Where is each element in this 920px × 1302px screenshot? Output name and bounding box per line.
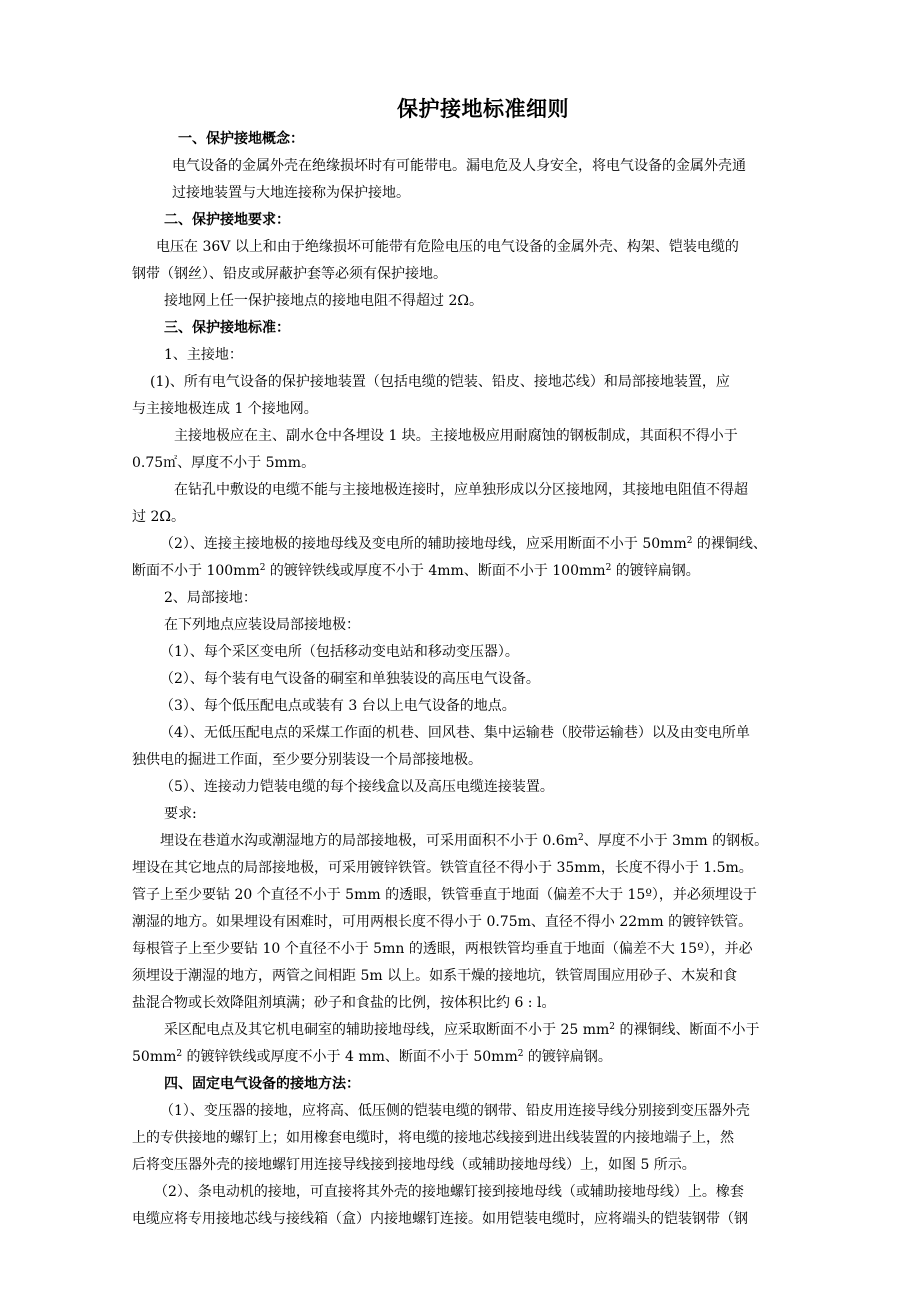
paragraph-line: 后将变压器外壳的接地螺钉用连接导线接到接地母线（或辅助接地母线）上，如图 5 所示。 bbox=[132, 1157, 696, 1173]
paragraph-line: $50mm^2$ 的镀锌铁线或厚度不小于 4 mm、断面不小于 $50mm^2$ 的镀锌扁钢。 bbox=[132, 1049, 612, 1065]
heading-standards: 三、保护接地标准： bbox=[164, 320, 290, 336]
paragraph-line: 断面不小于 $100mm^2$ 的镀锌铁线或厚度不小于 4mm、断面不小于 $100mm^2$ 的镀锌扁钢。 bbox=[132, 563, 700, 579]
paragraph-line: 埋设在巷道水沟或潮湿地方的局部接地极，可采用面积不小于 $0.6m^2$、厚度不小于 3mm 的钢板。 bbox=[160, 833, 769, 849]
paragraph-line: 与主接地极连成 1 个接地网。 bbox=[132, 401, 318, 417]
paragraph-line: 上的专供接地的螺钉上；如用橡套电缆时，将电缆的接地芯线接到进出线装置的内接地端子上，然 bbox=[132, 1130, 734, 1146]
subheading-main-grounding: 1、主接地： bbox=[164, 347, 243, 363]
paragraph-line: 过 2Ω。 bbox=[132, 509, 185, 525]
list-item: （5）、连接动力铠装电缆的每个接线盒以及高压电缆连接装置。 bbox=[160, 779, 554, 795]
paragraph-line: 潮湿的地方。如果埋设有困难时，可用两根长度不得小于 0.75m、直径不得小 22mm 的镀锌铁管。 bbox=[132, 914, 753, 930]
paragraph-line: 电气设备的金属外壳在绝缘损坏时有可能带电。漏电危及人身安全，将电气设备的金属外壳通 bbox=[172, 158, 746, 174]
subheading-requirements: 要求: bbox=[164, 806, 197, 822]
paragraph-line: 接地网上任一保护接地点的接地电阻不得超过 2Ω。 bbox=[164, 293, 483, 309]
list-item: （3）、每个低压配电点或装有 3 台以上电气设备的地点。 bbox=[160, 698, 516, 714]
paragraph-line: 盐混合物或长效降阻剂填满；砂子和食盐的比例，按体积比约 6 : l。 bbox=[132, 995, 556, 1011]
paragraph-line: 在下列地点应装设局部接地极： bbox=[164, 617, 360, 633]
paragraph-line: 采区配电点及其它机电硐室的辅助接地母线，应采取断面不小于 25 $mm^2$ 的裸铜线、断面不小于 bbox=[164, 1022, 760, 1038]
paragraph-line: （2）、条电动机的接地，可直接将其外壳的接地螺钉接到接地母线（或辅助接地母线）上。橡套 bbox=[154, 1184, 744, 1200]
paragraph-line: 电缆应将专用接地芯线与接线箱（盒）内接地螺钉连接。如用铠装电缆时，应将端头的铠装钢带（钢 bbox=[132, 1211, 748, 1227]
document-title: 保护接地标准细则 bbox=[397, 97, 569, 121]
paragraph-line: 埋设在其它地点的局部接地极，可采用镀锌铁管。铁管直径不得小于 35mm，长度不得小于 1.5m。 bbox=[132, 860, 753, 876]
paragraph-line: (1)、所有电气设备的保护接地装置（包括电缆的铠装、铅皮、接地芯线）和局部接地装置，应 bbox=[150, 374, 730, 390]
subheading-local-grounding: 2、局部接地： bbox=[164, 590, 257, 606]
paragraph-line: 管子上至少要钻 20 个直径不小于 5mm 的透眼，铁管垂直于地面（偏差不大于 15º），并必须埋设于 bbox=[132, 887, 757, 903]
paragraph-line: 0.75㎡、厚度不小于 5mm。 bbox=[132, 455, 316, 471]
paragraph-line: （2）、连接主接地极的接地母线及变电所的辅助接地母线，应采用断面不小于 $50mm^2$ 的裸铜线、 bbox=[160, 536, 767, 552]
list-item: 独供电的掘进工作面，至少要分别装设一个局部接地极。 bbox=[132, 752, 482, 768]
paragraph-line: 每根管子上至少要钻 10 个直径不小于 5mn 的透眼，两根铁管均垂直于地面（偏差不大 15º），并必 bbox=[132, 941, 753, 957]
heading-fixed-equipment: 四、固定电气设备的接地方法： bbox=[164, 1076, 360, 1092]
paragraph-line: 主接地极应在主、副水仓中各埋设 1 块。主接地极应用耐腐蚀的钢板制成，其面积不得小于 bbox=[174, 428, 738, 444]
paragraph-line: 须埋设于潮湿的地方，两管之间相距 5m 以上。如系干燥的接地坑，铁管周围应用砂子、木炭和食 bbox=[132, 968, 738, 984]
paragraph-line: 过接地装置与大地连接称为保护接地。 bbox=[172, 185, 410, 201]
paragraph-line: 钢带（钢丝）、铅皮或屏蔽护套等必须有保护接地。 bbox=[132, 266, 447, 282]
heading-concept: 一、保护接地概念： bbox=[178, 131, 304, 147]
list-item: （4）、无低压配电点的采煤工作面的机巷、回风巷、集中运输巷（胶带运输巷）以及由变电所单 bbox=[160, 725, 750, 741]
paragraph-line: （1）、变压器的接地，应将高、低压侧的铠装电缆的钢带、铅皮用连接导线分别接到变压器外壳 bbox=[160, 1103, 750, 1119]
list-item: （2）、每个装有电气设备的硐室和单独装设的高压电气设备。 bbox=[160, 671, 540, 687]
paragraph-line: 在钻孔中敷设的电缆不能与主接地极连接时，应单独形成以分区接地网，其接地电阻值不得超 bbox=[174, 482, 748, 498]
heading-requirements: 二、保护接地要求： bbox=[164, 212, 290, 228]
paragraph-line: 电压在 36V 以上和由于绝缘损坏可能带有危险电压的电气设备的金属外壳、构架、铠装电缆的 bbox=[156, 239, 739, 255]
list-item: （1）、每个采区变电所（包括移动变电站和移动变压器）。 bbox=[160, 644, 519, 660]
